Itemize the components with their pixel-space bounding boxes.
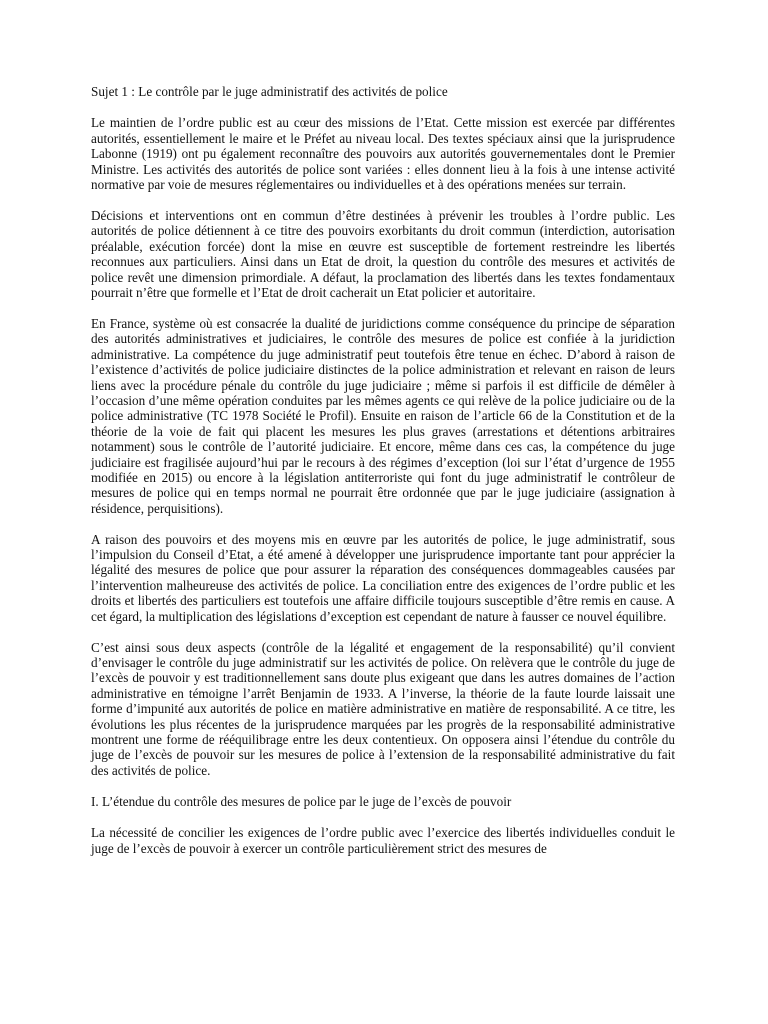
paragraph-4: A raison des pouvoirs et des moyens mis en œuvre par les autorités de police, le juge administratif, sous l’impulsion du Conseil d’Etat, a été amené à développer une jurisprudence importante tant pour apprécier la légalité des mesures de police que pour assurer la réparation des conséquences dommageables causées par l’intervention malheureuse des activités de police. La conciliation entre des exigences de l’ordre public et les droits et libertés des particuliers est toutefois une affaire difficile toujours susceptible d’être remis en cause. A cet égard, la multiplication des législations d’exception est cependant de nature à fausser ce nouvel équilibre.: [91, 531, 675, 624]
paragraph-1: Le maintien de l’ordre public est au cœur des missions de l’Etat. Cette mission est exercée par différentes autorités, essentiellement le maire et le Préfet au niveau local. Des textes spéciaux ainsi que la jurisprudence Labonne (1919) ont pu également reconnaître des pouvoirs aux autorités gouvernementales dont le Premier Ministre. Les activités des autorités de police sont variées : elles donnent lieu à la fois à une intense activité normative par voie de mesures réglementaires ou individuelles et à des opérations menées sur terrain.: [91, 115, 675, 193]
document-page: [91, 84, 675, 871]
paragraph-5: C’est ainsi sous deux aspects (contrôle de la légalité et engagement de la responsabilité) qu’il convient d’envisager le contrôle du juge administratif sur les activités de police. On relèvera que le contrôle du juge de l’excès de pouvoir y est traditionnellement sans doute plus exigeant que dans les autres domaines de l’action administrative en témoigne l’arrêt Benjamin de 1933. A l’inverse, la théorie de la faute lourde laissait une forme d’impunité aux autorités de police en matière administrative en matière de responsabilité. A ce titre, les évolutions les plus récentes de la jurisprudence marquées par les progrès de la responsabilité administrative montrent une forme de rééquilibrage entre les deux contentieux. On opposera ainsi l’étendue du contrôle du juge de l’excès de pouvoir sur les mesures de police à l’extension de la responsabilité administrative du fait des activités de police.: [91, 639, 675, 778]
paragraph-2: Décisions et interventions ont en commun d’être destinées à prévenir les troubles à l’ordre public. Les autorités de police détiennent à ce titre des pouvoirs exorbitants du droit commun (interdiction, autorisation préalable, exécution forcée) dont la mise en œuvre est susceptible de fortement restreindre les libertés reconnues aux particuliers. Ainsi dans un Etat de droit, la question du contrôle des mesures et activités de police revêt une dimension primordiale. A défaut, la proclamation des libertés dans les textes fondamentaux pourrait n’être que formelle et l’Etat de droit cacherait un Etat policier et autoritaire.: [91, 207, 675, 300]
section-paragraph: La nécessité de concilier les exigences de l’ordre public avec l’exercice des libertés individuelles conduit le juge de l’excès de pouvoir à exercer un contrôle particulièrement strict des mesures de: [91, 825, 675, 856]
paragraph-3: En France, système où est consacrée la dualité de juridictions comme conséquence du principe de séparation des autorités administratives et judiciaires, le contrôle des mesures de police est confiée à la juridiction administrative. La compétence du juge administratif peut toutefois être tenue en échec. D’abord à raison de l’existence d’activités de police judiciaire distinctes de la police administration et relevant en raison de leurs liens avec la procédure pénale du contrôle du juge judiciaire ; même si parfois il est difficile de démêler à l’occasion d’une même opération conduites par les mêmes agents ce qui relève de la police judiciaire ou de la police administrative (TC 1978 Société le Profil). Ensuite en raison de l’article 66 de la Constitution et de la théorie de la voie de fait qui placent les mesures les plus graves (arrestations et détentions arbitraires notamment) sous le contrôle de l’autorité judiciaire. Et encore, même dans ces cas, la compétence du juge judiciaire est fragilisée aujourd’hui par le recours à des régimes d’exception (loi sur l’état d’urgence de 1955 modifiée en 2015) ou encore à la législation antiterroriste qui font du juge administratif le contrôleur de mesures de police qui en temps normal ne pourrait être ordonnée que par le juge judiciaire (assignation à résidence, perquisitions).: [91, 315, 675, 516]
section-heading: I. L’étendue du contrôle des mesures de police par le juge de l’excès de pouvoir: [91, 793, 512, 809]
document-title: Sujet 1 : Le contrôle par le juge administratif des activités de police: [91, 84, 448, 99]
